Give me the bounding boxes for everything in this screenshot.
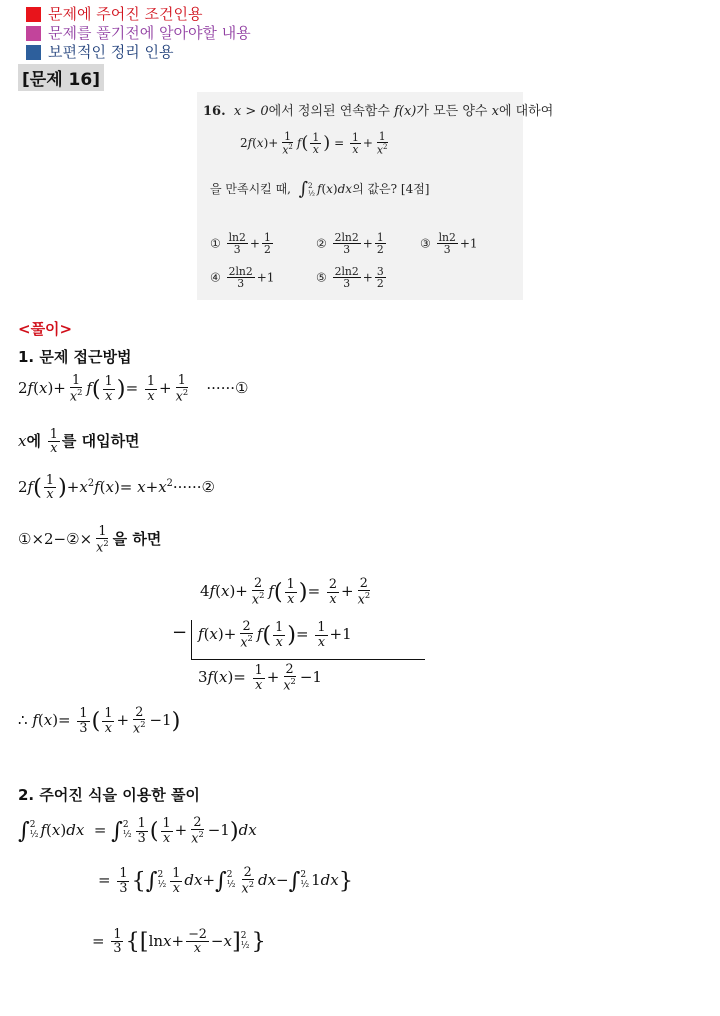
- problem-condition: 을 만족시킬 때, ∫ 2 ½ f(x)dx의 값은? [4점]: [210, 178, 430, 200]
- solution-heading: <풀이>: [18, 320, 73, 338]
- integral-line-1: ∫ 2 ½ f(x)dx = ∫ 2 ½ $\frac{1}{3}$ ( $\frac{1}{x}$ + $\frac{2}{x^2}$ −1)dx: [18, 815, 257, 847]
- minus-sign: −: [172, 622, 188, 643]
- equation-4: f(x)+ $\frac{2}{x^2}$ f( $\frac{1}{x}$ )= $\frac{1}{x}$ +1: [198, 619, 352, 651]
- subtraction-line: [191, 659, 425, 660]
- section-2-title: 2. 주어진 식을 이용한 풀이: [18, 786, 200, 804]
- legend-label: 문제를 풀기전에 알아야할 내용: [48, 24, 251, 42]
- legend-item-theorem: [26, 43, 173, 61]
- integral-line-2: = $\frac{1}{3}$ {∫ 2 ½ $\frac{1}{x}$ dx+∫ 2 ½ $\frac{2}{x^2}$ dx−∫ 2 ½ 1dx}: [98, 865, 354, 897]
- purple-square-icon: [26, 26, 41, 41]
- choice-1: ① $\frac{\ln 2}{3}$ + $\frac{1}{2}$: [210, 231, 271, 257]
- subtraction-bracket: [191, 620, 192, 660]
- legend-item-prerequisite: [26, 24, 251, 42]
- equation-3: 4f(x)+ $\frac{2}{x^2}$ f( $\frac{1}{x}$ )= $\frac{2}{x}$ + $\frac{2}{x^2}$: [200, 576, 371, 608]
- legend-label: 보편적인 정리 인용: [48, 43, 174, 61]
- substitution-line: x에 $\frac{1}{x}$ 를 대입하면: [18, 427, 140, 457]
- equation-2: 2f( $\frac{1}{x}$ )$+x^2f(x)=$ $x+x^2\cdot\cdot\cdot\cdot\cdot\cdot ②$: [18, 473, 215, 503]
- red-square-icon: [26, 7, 41, 22]
- choice-4: ④ $\frac{2\ln 2}{3}$ +1: [210, 265, 275, 291]
- section-1-title: 1. 문제 접근방법: [18, 348, 132, 366]
- equation-5: 3f(x)= $\frac{1}{x}$ + $\frac{2}{x^2}$ −1: [198, 662, 322, 694]
- choice-2: ② $\frac{2\ln 2}{3}$ + $\frac{1}{2}$: [316, 231, 384, 257]
- equation-1: 2f(x)+ $\frac{1}{x^2}$ f( $\frac{1}{x}$ )= $\frac{1}{x}$ + $\frac{1}{x^2}$ ······①: [18, 373, 249, 405]
- legend-item-condition: [26, 5, 202, 23]
- problem-heading: [문제 16]: [18, 64, 104, 91]
- choice-3: ③ $\frac{\ln 2}{3}$ +1: [420, 231, 478, 257]
- problem-equation: 2f(x)+ $\frac{1}{x^2}$ f( $\frac{1}{x}$ ) = $\frac{1}{x}$ + $\frac{1}{x^2}$: [240, 130, 388, 157]
- integral-line-3: = $\frac{1}{3}$ {[lnx+ $\frac{-2}{x}$ −x] 2 ½ }: [92, 927, 266, 957]
- operation-line: ①×2−②× $\frac{1}{x^2}$ 을 하면: [18, 524, 162, 556]
- problem-stem: 16. x > 0에서 정의된 연속함수 f(x)가 모든 양수 x에 대하여: [203, 104, 554, 119]
- legend-label: 문제에 주어진 조건인용: [48, 5, 203, 23]
- blue-square-icon: [26, 45, 41, 60]
- result-f: ∴ f(x)= $\frac{1}{3}$ ( $\frac{1}{x}$ + $\frac{2}{x^2}$ −1): [18, 705, 181, 737]
- choice-5: ⑤ $\frac{2\ln 2}{3}$ + $\frac{3}{2}$: [316, 265, 384, 291]
